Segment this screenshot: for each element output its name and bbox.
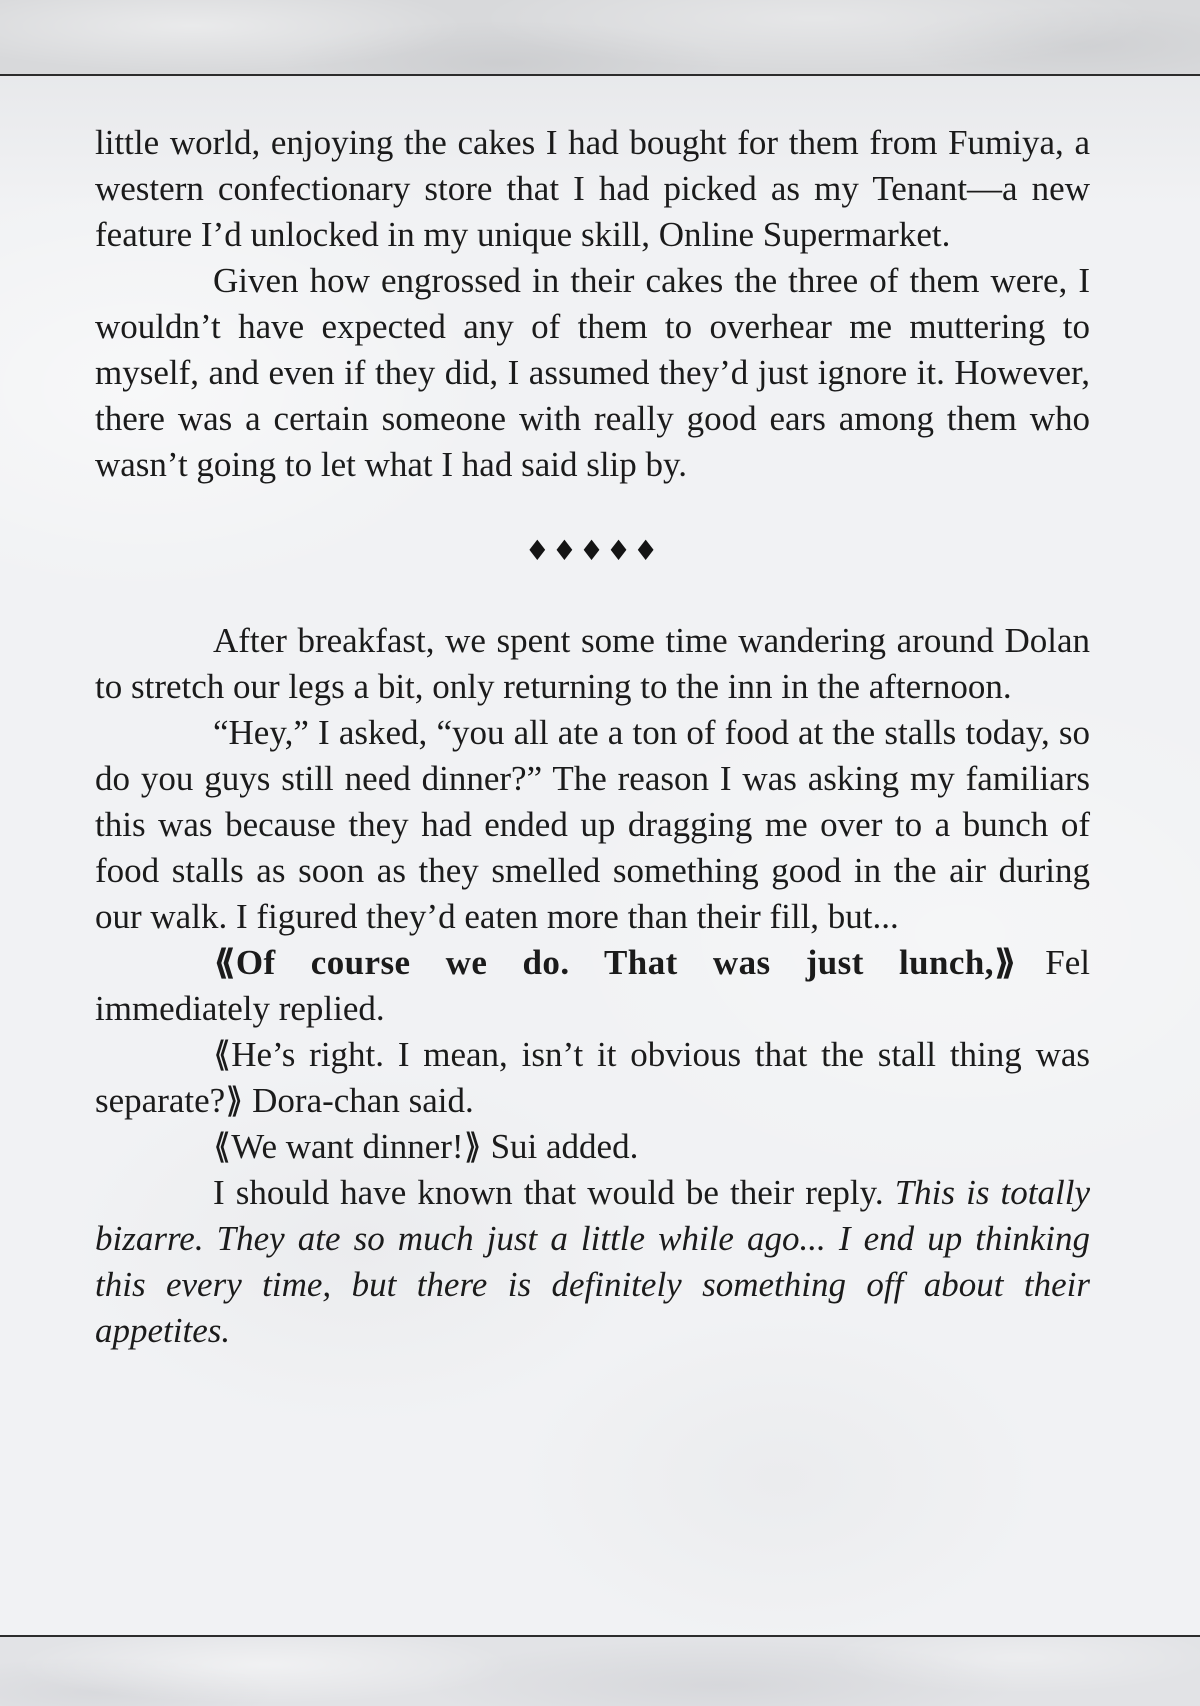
scene-break-separator: ♦♦♦♦♦	[524, 534, 661, 567]
italic-text-segment: This is totally bizarre. They ate so much just a little while ago... I end up thinking this every time, but there is definitely something off about their appetites.	[95, 1173, 1090, 1350]
close-double-angle-bracket: ⟩⟩	[993, 943, 1008, 983]
paragraph: ⟨⟨ We want dinner!⟩⟩ Sui added.	[213, 1127, 639, 1167]
open-double-angle-bracket: ⟨⟨	[213, 1035, 223, 1075]
paragraph: I should have known that would be their reply. This is totally bizarre. They ate so much just a little while ago... I end up thinking this every time, but there is definitely something off about their appetites.	[95, 1173, 1090, 1350]
book-page[interactable]	[0, 76, 1200, 1635]
bold-text-segment: ⟨⟨ Of course we do. That was just lunch,⟩⟩	[213, 943, 1008, 983]
close-double-angle-bracket: ⟩⟩	[463, 1127, 473, 1167]
paragraph: After breakfast, we spent some time wandering around Dolan to stretch our legs a bit, only returning to the inn in the afternoon.	[95, 621, 1090, 706]
reader-top-chrome	[0, 0, 1200, 76]
text-column	[95, 120, 1090, 1354]
paragraph: ⟨⟨ Of course we do. That was just lunch,⟩⟩ Fel immediately replied.	[95, 943, 1090, 1028]
paragraph: Given how engrossed in their cakes the three of them were, I wouldn’t have expected any of them to overhear me muttering to myself, and even if they did, I assumed they’d just ignore it. However, there was a certain someone with really good ears among them who wasn’t going to let what I had said slip by.	[95, 261, 1090, 484]
paragraph: little world, enjoying the cakes I had bought for them from Fumiya, a western confectionary store that I had picked as my Tenant—a new feature I’d unlocked in my unique skill, Online Supermarket.	[95, 123, 1090, 254]
paragraph: ⟨⟨ He’s right. I mean, isn’t it obvious that the stall thing was separate?⟩⟩ Dora-chan said.	[95, 1035, 1090, 1121]
paragraph: “Hey,” I asked, “you all ate a ton of food at the stalls today, so do you guys still need dinner?” The reason I was asking my familiars this was because they had ended up dragging me over to a bunch of food stalls as soon as they smelled something good in the air during our walk. I figured they’d eaten more than their fill, but...	[95, 713, 1090, 936]
open-double-angle-bracket: ⟨⟨	[213, 1127, 223, 1167]
close-double-angle-bracket: ⟩⟩	[225, 1081, 235, 1121]
open-double-angle-bracket: ⟨⟨	[213, 943, 227, 983]
reader-bottom-chrome	[0, 1635, 1200, 1706]
